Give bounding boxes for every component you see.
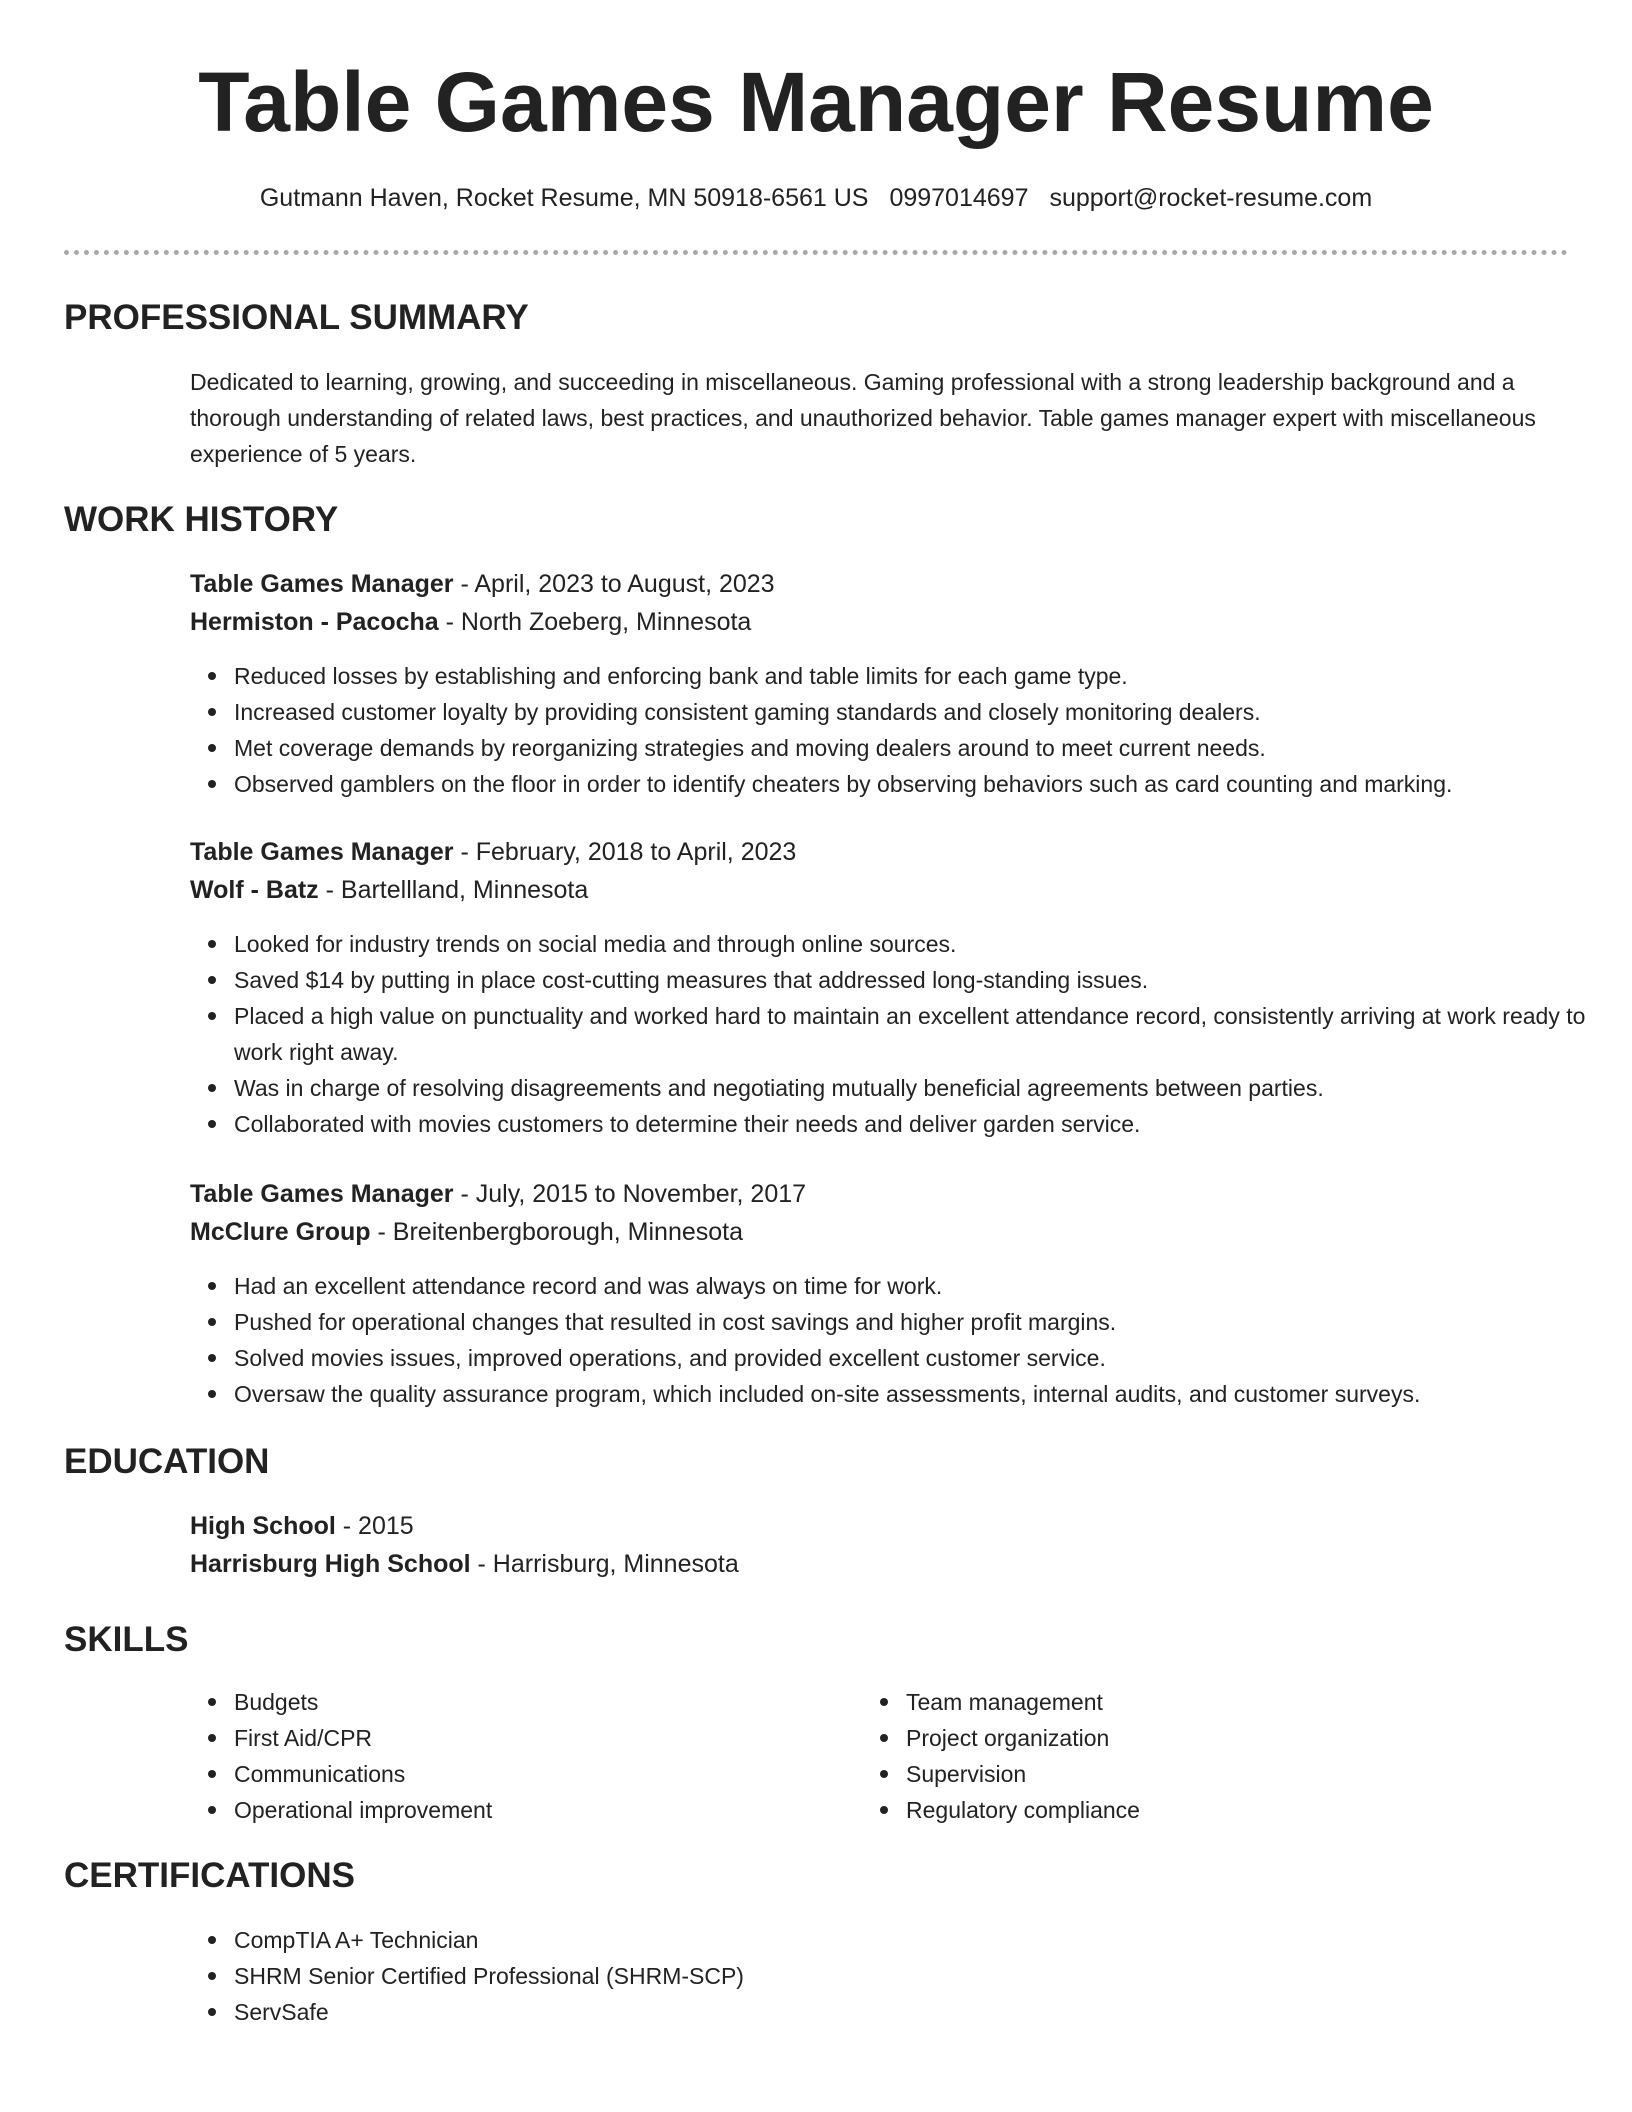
skills-list-left: [190, 1684, 874, 1828]
education-location: - Harrisburg, Minnesota: [470, 1550, 739, 1578]
job-3-bullets: [190, 1268, 1614, 1412]
list-item: Oversaw the quality assurance program, which included on-site assessments, internal audits, and customer surveys.: [234, 1376, 1614, 1412]
skills-heading: SKILLS: [64, 1620, 189, 1659]
job-1-company: Hermiston - Pacocha: [190, 608, 439, 636]
header-divider: [64, 250, 1568, 255]
list-item: Had an excellent attendance record and was always on time for work.: [234, 1268, 1614, 1304]
summary-heading: PROFESSIONAL SUMMARY: [64, 298, 529, 337]
certifications-heading: CERTIFICATIONS: [64, 1856, 356, 1895]
contact-line: [0, 180, 1632, 216]
job-3-company: McClure Group: [190, 1218, 371, 1246]
list-item: Met coverage demands by reorganizing strategies and moving dealers around to meet current needs.: [234, 730, 1614, 766]
list-item: Project organization: [906, 1720, 1546, 1756]
list-item: Supervision: [906, 1756, 1546, 1792]
job-2-company-line: [190, 872, 1570, 908]
education-heading: EDUCATION: [64, 1442, 270, 1481]
job-1-company-line: [190, 604, 1570, 640]
list-item: Solved movies issues, improved operations, and provided excellent customer service.: [234, 1340, 1614, 1376]
list-item: CompTIA A+ Technician: [234, 1922, 1614, 1958]
list-item: Pushed for operational changes that resulted in cost savings and higher profit margins.: [234, 1304, 1614, 1340]
job-3-company-line: [190, 1214, 1570, 1250]
resume-title: Table Games Manager Resume: [198, 55, 1434, 149]
job-3-title-line: [190, 1176, 1570, 1212]
job-2-company: Wolf - Batz: [190, 876, 319, 904]
list-item: First Aid/CPR: [234, 1720, 874, 1756]
certifications-list: [190, 1922, 1614, 2030]
list-item: Regulatory compliance: [906, 1792, 1546, 1828]
job-2-location: - Bartellland, Minnesota: [318, 876, 589, 904]
list-item: Was in charge of resolving disagreements and negotiating mutually beneficial agreements between parties.: [234, 1070, 1614, 1106]
list-item: Collaborated with movies customers to determine their needs and deliver garden service.: [234, 1106, 1614, 1142]
education-degree-line: [190, 1508, 1570, 1544]
job-1-bullets: [190, 658, 1614, 802]
education-school: Harrisburg High School: [190, 1550, 471, 1578]
list-item: SHRM Senior Certified Professional (SHRM-SCP): [234, 1958, 1614, 1994]
list-item: Saved $14 by putting in place cost-cutting measures that addressed long-standing issues.: [234, 962, 1614, 998]
contact-phone: 0997014697: [889, 184, 1029, 212]
list-item: Observed gamblers on the floor in order to identify cheaters by observing behaviors such as card counting and marking.: [234, 766, 1614, 802]
job-3-title: Table Games Manager: [190, 1180, 454, 1208]
education-school-line: [190, 1546, 1570, 1582]
list-item: Team management: [906, 1684, 1546, 1720]
list-item: Budgets: [234, 1684, 874, 1720]
job-2-bullets: [190, 926, 1614, 1142]
contact-address: Gutmann Haven, Rocket Resume, MN 50918-6561 US: [259, 184, 869, 212]
list-item: Looked for industry trends on social media and through online sources.: [234, 926, 1614, 962]
education-year: - 2015: [335, 1512, 414, 1540]
job-1-location: - North Zoeberg, Minnesota: [438, 608, 752, 636]
job-3-location: - Breitenbergborough, Minnesota: [370, 1218, 744, 1246]
job-1-title-line: [190, 566, 1570, 602]
list-item: Communications: [234, 1756, 874, 1792]
list-item: Increased customer loyalty by providing consistent gaming standards and closely monitoring dealers.: [234, 694, 1614, 730]
list-item: Placed a high value on punctuality and worked hard to maintain an excellent attendance record, consistently arriving at work ready to work right away.: [234, 998, 1614, 1070]
skills-list-right: [862, 1684, 1546, 1828]
education-degree: High School: [190, 1512, 336, 1540]
list-item: Operational improvement: [234, 1792, 874, 1828]
job-2-title-line: [190, 834, 1570, 870]
work-history-heading: WORK HISTORY: [64, 500, 339, 539]
summary-text: Dedicated to learning, growing, and succeeding in miscellaneous. Gaming professional with a strong leadership background and a thorough understanding of related laws, best practices, and unauthorized behavior. Table games manager expert with miscellaneous experience of 5 years.: [190, 369, 1536, 467]
job-2-title: Table Games Manager: [190, 838, 454, 866]
job-1-title: Table Games Manager: [190, 570, 454, 598]
job-3-dates: - July, 2015 to November, 2017: [453, 1180, 807, 1208]
job-1-dates: - April, 2023 to August, 2023: [453, 570, 775, 598]
list-item: ServSafe: [234, 1994, 1614, 2030]
job-2-dates: - February, 2018 to April, 2023: [453, 838, 797, 866]
list-item: Reduced losses by establishing and enforcing bank and table limits for each game type.: [234, 658, 1614, 694]
contact-email: support@rocket-resume.com: [1049, 184, 1373, 212]
